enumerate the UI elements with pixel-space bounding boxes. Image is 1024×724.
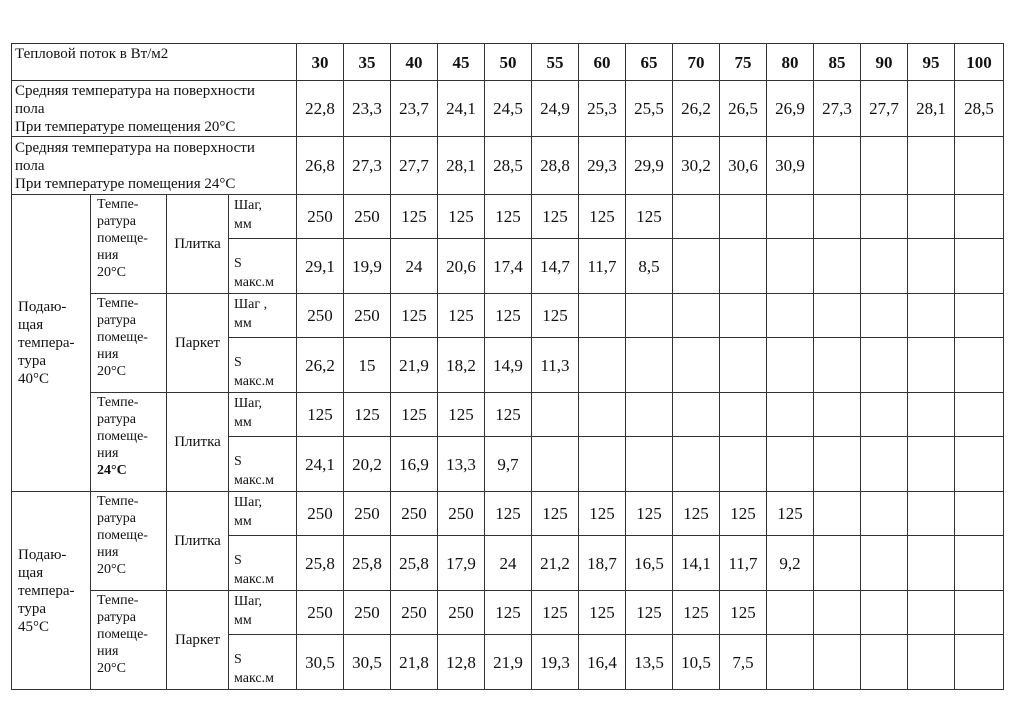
pipe-step-cell: 250	[297, 492, 344, 536]
text-line: тура	[18, 600, 47, 617]
surface-temperature-cell	[861, 137, 908, 195]
surface-temperature-cell: 29,3	[579, 137, 626, 195]
max-area-cell: 16,5	[626, 536, 673, 591]
max-area-cell: 30,5	[344, 635, 391, 690]
pipe-step-cell	[720, 294, 767, 338]
room-temperature-label	[91, 393, 167, 492]
text-line: S	[234, 355, 242, 370]
surface-temperature-cell: 30,9	[767, 137, 814, 195]
pipe-step-row	[12, 591, 1004, 635]
max-area-cell: 30,5	[297, 635, 344, 690]
heat-flow-column-header: 100	[955, 44, 1004, 81]
text-line: ния	[97, 347, 119, 362]
heat-flow-label: Тепловой поток в Вт/м2	[12, 44, 297, 81]
pipe-step-cell	[814, 393, 861, 437]
text-line: При температуре помещения 24°С	[15, 175, 236, 192]
max-area-cell: 21,9	[391, 338, 438, 393]
max-area-label	[229, 239, 297, 294]
text-line: ния	[97, 248, 119, 263]
pipe-step-cell	[673, 393, 720, 437]
pipe-step-cell: 125	[767, 492, 814, 536]
text-line: При температуре помещения 20°С	[15, 118, 236, 135]
pipe-step-cell: 125	[720, 492, 767, 536]
pipe-step-cell	[720, 393, 767, 437]
pipe-step-cell: 125	[438, 294, 485, 338]
max-area-cell	[955, 635, 1004, 690]
max-area-cell	[814, 437, 861, 492]
text-line: щая	[18, 317, 44, 333]
floor-material-label: Плитка	[167, 393, 229, 492]
text-line: 20°С	[97, 661, 126, 676]
max-area-label	[229, 338, 297, 393]
max-area-cell	[955, 239, 1004, 294]
text-line: макс.м	[234, 572, 275, 587]
pipe-step-cell: 250	[344, 591, 391, 635]
heat-flow-column-header: 55	[532, 44, 579, 81]
pipe-step-cell: 250	[297, 294, 344, 338]
max-area-cell	[814, 536, 861, 591]
text-line: Средняя температура на поверхности	[15, 139, 255, 156]
text-line: ратура	[97, 214, 136, 229]
heat-flow-column-header: 60	[579, 44, 626, 81]
pipe-step-cell	[673, 195, 720, 239]
max-area-cell: 14,7	[532, 239, 579, 294]
pipe-step-cell	[673, 294, 720, 338]
surface-temperature-label	[12, 81, 297, 137]
pipe-step-cell	[908, 591, 955, 635]
text-line: макс.м	[234, 275, 275, 290]
heat-flow-column-header: 95	[908, 44, 955, 81]
text-line: помеще-	[97, 528, 148, 543]
text-line: помеще-	[97, 330, 148, 345]
max-area-cell: 19,9	[344, 239, 391, 294]
text-line: макс.м	[234, 473, 275, 488]
surface-temperature-cell: 26,5	[720, 81, 767, 137]
text-line: тура	[18, 353, 47, 369]
max-area-cell: 24	[391, 239, 438, 294]
text-line: помеще-	[97, 429, 148, 444]
pipe-step-cell	[814, 195, 861, 239]
pipe-step-row	[12, 492, 1004, 536]
max-area-cell	[955, 338, 1004, 393]
pipe-step-cell	[955, 492, 1004, 536]
pipe-step-cell	[579, 294, 626, 338]
max-area-cell	[720, 239, 767, 294]
max-area-cell	[626, 437, 673, 492]
surface-temperature-cell: 28,1	[908, 81, 955, 137]
max-area-cell	[720, 338, 767, 393]
pipe-step-cell: 125	[579, 195, 626, 239]
max-area-label	[229, 536, 297, 591]
pipe-step-cell: 250	[344, 294, 391, 338]
max-area-cell: 21,9	[485, 635, 532, 690]
surface-temperature-cell: 28,8	[532, 137, 579, 195]
heat-flow-column-header: 85	[814, 44, 861, 81]
text-line: S	[234, 553, 242, 568]
max-area-cell: 12,8	[438, 635, 485, 690]
max-area-cell: 20,6	[438, 239, 485, 294]
surface-temperature-cell: 30,2	[673, 137, 720, 195]
pipe-step-cell: 125	[485, 294, 532, 338]
max-area-cell	[861, 437, 908, 492]
pipe-step-cell: 125	[485, 492, 532, 536]
pipe-step-label	[229, 195, 297, 239]
max-area-cell: 25,8	[391, 536, 438, 591]
surface-temperature-cell	[814, 137, 861, 195]
room-temperature-label	[91, 591, 167, 690]
max-area-cell	[814, 239, 861, 294]
text-line: пола	[15, 157, 45, 174]
heat-flow-column-header: 30	[297, 44, 344, 81]
pipe-step-row	[12, 195, 1004, 239]
max-area-cell: 11,7	[579, 239, 626, 294]
text-line: помеще-	[97, 627, 148, 642]
pipe-step-cell: 125	[532, 591, 579, 635]
max-area-cell	[767, 437, 814, 492]
max-area-cell	[861, 239, 908, 294]
pipe-step-cell	[955, 294, 1004, 338]
max-area-cell	[767, 635, 814, 690]
max-area-cell: 21,8	[391, 635, 438, 690]
pipe-step-cell: 125	[438, 195, 485, 239]
surface-temperature-cell: 27,3	[344, 137, 391, 195]
max-area-cell	[861, 536, 908, 591]
text-line: 20°С	[97, 562, 126, 577]
text-line: Шаг,	[234, 594, 262, 609]
max-area-cell: 29,1	[297, 239, 344, 294]
surface-temperature-cell: 30,6	[720, 137, 767, 195]
pipe-step-label	[229, 492, 297, 536]
pipe-step-cell: 125	[485, 195, 532, 239]
floor-material-label: Плитка	[167, 195, 229, 294]
text-line: Шаг,	[234, 198, 262, 213]
max-area-cell	[908, 635, 955, 690]
surface-temperature-cell: 25,3	[579, 81, 626, 137]
max-area-cell: 13,5	[626, 635, 673, 690]
max-area-cell	[579, 338, 626, 393]
text-line: Темпе-	[97, 593, 139, 608]
pipe-step-cell: 125	[485, 393, 532, 437]
max-area-cell: 25,8	[297, 536, 344, 591]
text-line: Темпе-	[97, 197, 139, 212]
text-line: мм	[234, 613, 252, 628]
pipe-step-cell: 125	[626, 195, 673, 239]
text-line: помеще-	[97, 231, 148, 246]
pipe-step-cell	[814, 591, 861, 635]
pipe-step-cell	[861, 195, 908, 239]
pipe-step-cell: 125	[485, 591, 532, 635]
text-line: ратура	[97, 313, 136, 328]
max-area-cell	[908, 239, 955, 294]
text-line: Темпе-	[97, 296, 139, 311]
text-line: S	[234, 256, 242, 271]
pipe-step-row	[12, 393, 1004, 437]
pipe-step-cell	[532, 393, 579, 437]
pipe-step-cell	[908, 195, 955, 239]
max-area-cell: 18,2	[438, 338, 485, 393]
heat-flow-column-header: 50	[485, 44, 532, 81]
max-area-label	[229, 437, 297, 492]
text-line: мм	[234, 316, 252, 331]
floor-material-label: Плитка	[167, 492, 229, 591]
pipe-step-cell: 125	[579, 492, 626, 536]
pipe-step-cell	[861, 492, 908, 536]
heat-flow-column-header: 70	[673, 44, 720, 81]
pipe-step-cell	[908, 492, 955, 536]
max-area-cell	[626, 338, 673, 393]
max-area-cell: 25,8	[344, 536, 391, 591]
max-area-cell	[673, 239, 720, 294]
text-line: 20°С	[97, 364, 126, 379]
text-line: мм	[234, 514, 252, 529]
pipe-step-cell	[814, 492, 861, 536]
pipe-step-cell	[861, 393, 908, 437]
pipe-step-cell	[767, 195, 814, 239]
pipe-step-cell	[955, 195, 1004, 239]
text-line: ратура	[97, 412, 136, 427]
text-line: мм	[234, 415, 252, 430]
pipe-step-cell: 250	[438, 492, 485, 536]
max-area-cell: 8,5	[626, 239, 673, 294]
heat-flow-column-header: 35	[344, 44, 391, 81]
max-area-cell: 24	[485, 536, 532, 591]
max-area-cell	[955, 437, 1004, 492]
max-area-cell: 18,7	[579, 536, 626, 591]
floor-material-label: Паркет	[167, 294, 229, 393]
max-area-cell: 21,2	[532, 536, 579, 591]
room-temperature-label	[91, 294, 167, 393]
max-area-cell: 11,7	[720, 536, 767, 591]
max-area-cell: 24,1	[297, 437, 344, 492]
surface-temperature-cell	[955, 137, 1004, 195]
max-area-cell: 10,5	[673, 635, 720, 690]
surface-temperature-cell: 22,8	[297, 81, 344, 137]
surface-temperature-cell: 28,5	[485, 137, 532, 195]
max-area-cell: 14,9	[485, 338, 532, 393]
max-area-cell	[955, 536, 1004, 591]
text-line: 20°С	[97, 265, 126, 280]
max-area-cell: 26,2	[297, 338, 344, 393]
text-line: ратура	[97, 610, 136, 625]
max-area-cell: 19,3	[532, 635, 579, 690]
text-line: Средняя температура на поверхности	[15, 82, 255, 99]
pipe-step-cell: 125	[532, 492, 579, 536]
heat-flow-column-header: 90	[861, 44, 908, 81]
pipe-step-cell: 125	[532, 195, 579, 239]
max-area-cell	[579, 437, 626, 492]
text-line: 45°С	[18, 618, 50, 635]
max-area-cell	[861, 338, 908, 393]
header-row	[12, 44, 1004, 81]
pipe-step-cell: 250	[344, 195, 391, 239]
text-line: щая	[18, 564, 44, 581]
pipe-step-cell	[720, 195, 767, 239]
text-line: макс.м	[234, 671, 275, 686]
surface-temperature-cell: 24,5	[485, 81, 532, 137]
heat-flow-table	[11, 43, 1004, 690]
heat-flow-column-header: 65	[626, 44, 673, 81]
max-area-cell	[767, 338, 814, 393]
surface-temperature-cell: 26,9	[767, 81, 814, 137]
text-line: Шаг,	[234, 396, 262, 411]
max-area-cell	[532, 437, 579, 492]
max-area-cell	[908, 437, 955, 492]
pipe-step-cell: 250	[391, 591, 438, 635]
max-area-cell: 11,3	[532, 338, 579, 393]
max-area-cell	[814, 338, 861, 393]
pipe-step-cell: 125	[673, 492, 720, 536]
surface-temperature-cell: 23,7	[391, 81, 438, 137]
pipe-step-cell	[908, 393, 955, 437]
text-line: ния	[97, 446, 119, 461]
pipe-step-cell	[579, 393, 626, 437]
pipe-step-cell	[908, 294, 955, 338]
max-area-cell: 7,5	[720, 635, 767, 690]
pipe-step-cell	[955, 393, 1004, 437]
max-area-cell: 14,1	[673, 536, 720, 591]
text-line: S	[234, 454, 242, 469]
max-area-cell: 17,4	[485, 239, 532, 294]
max-area-cell	[673, 437, 720, 492]
text-line: Темпе-	[97, 395, 139, 410]
pipe-step-cell	[814, 294, 861, 338]
surface-temperature-label	[12, 137, 297, 195]
text-line: пола	[15, 100, 45, 117]
pipe-step-cell: 125	[626, 492, 673, 536]
max-area-cell: 16,4	[579, 635, 626, 690]
pipe-step-cell: 125	[297, 393, 344, 437]
pipe-step-cell	[767, 393, 814, 437]
pipe-step-cell	[955, 591, 1004, 635]
max-area-cell	[720, 437, 767, 492]
heat-flow-column-header: 75	[720, 44, 767, 81]
pipe-step-cell	[767, 591, 814, 635]
max-area-cell	[861, 635, 908, 690]
pipe-step-cell: 250	[438, 591, 485, 635]
max-area-cell: 9,2	[767, 536, 814, 591]
max-area-cell: 15	[344, 338, 391, 393]
surface-temperature-cell: 24,1	[438, 81, 485, 137]
max-area-cell: 13,3	[438, 437, 485, 492]
text-line: 40°С	[18, 371, 50, 387]
pipe-step-cell: 125	[579, 591, 626, 635]
room-temperature-label	[91, 492, 167, 591]
surface-temperature-cell	[908, 137, 955, 195]
text-line: темпера-	[18, 335, 75, 351]
pipe-step-cell	[626, 294, 673, 338]
surface-temperature-cell: 26,2	[673, 81, 720, 137]
text-line: Подаю-	[18, 299, 67, 315]
max-area-cell	[908, 338, 955, 393]
max-area-cell	[673, 338, 720, 393]
supply-temperature-label	[12, 492, 91, 690]
surface-temperature-cell: 28,1	[438, 137, 485, 195]
surface-temperature-cell: 29,9	[626, 137, 673, 195]
text-line: Шаг,	[234, 495, 262, 510]
surface-temperature-cell: 25,5	[626, 81, 673, 137]
surface-temperature-cell: 27,7	[391, 137, 438, 195]
pipe-step-cell	[861, 591, 908, 635]
max-area-label	[229, 635, 297, 690]
text-line: 24°С	[97, 463, 127, 478]
surface-temperature-row	[12, 137, 1004, 195]
heat-flow-table-document	[11, 43, 1004, 690]
max-area-cell: 17,9	[438, 536, 485, 591]
surface-temperature-cell: 23,3	[344, 81, 391, 137]
pipe-step-cell: 250	[391, 492, 438, 536]
text-line: макс.м	[234, 374, 275, 389]
max-area-cell	[814, 635, 861, 690]
pipe-step-cell: 125	[532, 294, 579, 338]
pipe-step-label	[229, 294, 297, 338]
pipe-step-cell: 125	[626, 591, 673, 635]
supply-temperature-label	[12, 195, 91, 492]
pipe-step-cell: 125	[344, 393, 391, 437]
surface-temperature-cell: 24,9	[532, 81, 579, 137]
max-area-cell: 16,9	[391, 437, 438, 492]
surface-temperature-cell: 26,8	[297, 137, 344, 195]
room-temperature-label	[91, 195, 167, 294]
heat-flow-column-header: 80	[767, 44, 814, 81]
pipe-step-cell	[767, 294, 814, 338]
pipe-step-cell: 125	[391, 393, 438, 437]
text-line: ния	[97, 644, 119, 659]
surface-temperature-cell: 28,5	[955, 81, 1004, 137]
pipe-step-row	[12, 294, 1004, 338]
pipe-step-cell: 250	[344, 492, 391, 536]
pipe-step-cell: 125	[438, 393, 485, 437]
pipe-step-label	[229, 393, 297, 437]
pipe-step-cell: 250	[297, 591, 344, 635]
floor-material-label: Паркет	[167, 591, 229, 690]
text-line: мм	[234, 217, 252, 232]
pipe-step-cell: 125	[391, 294, 438, 338]
text-line: темпера-	[18, 582, 75, 599]
text-line: ния	[97, 545, 119, 560]
max-area-cell: 20,2	[344, 437, 391, 492]
text-line: ратура	[97, 511, 136, 526]
surface-temperature-cell: 27,3	[814, 81, 861, 137]
heat-flow-column-header: 45	[438, 44, 485, 81]
pipe-step-cell: 125	[391, 195, 438, 239]
pipe-step-cell	[861, 294, 908, 338]
pipe-step-cell: 125	[720, 591, 767, 635]
max-area-cell: 9,7	[485, 437, 532, 492]
text-line: S	[234, 652, 242, 667]
pipe-step-cell: 250	[297, 195, 344, 239]
pipe-step-cell: 125	[673, 591, 720, 635]
text-line: Шаг ,	[234, 297, 268, 312]
heat-flow-column-header: 40	[391, 44, 438, 81]
pipe-step-label	[229, 591, 297, 635]
surface-temperature-row	[12, 81, 1004, 137]
pipe-step-cell	[626, 393, 673, 437]
surface-temperature-cell: 27,7	[861, 81, 908, 137]
text-line: Темпе-	[97, 494, 139, 509]
max-area-cell	[767, 239, 814, 294]
text-line: Подаю-	[18, 546, 67, 563]
max-area-cell	[908, 536, 955, 591]
